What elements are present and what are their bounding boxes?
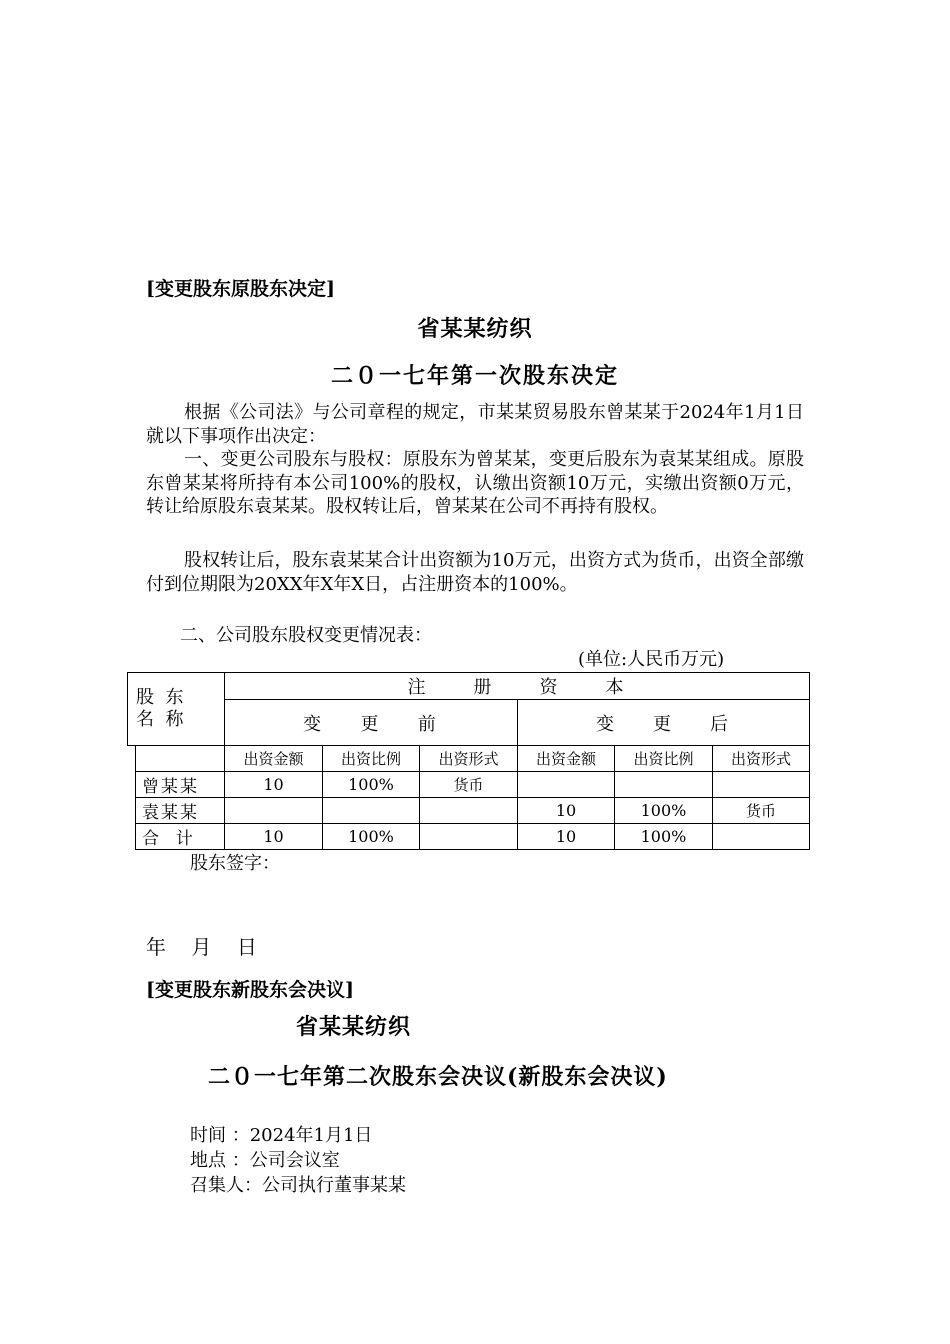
- unit-note: (单位:人民币万元): [578, 649, 725, 670]
- registered-capital-char-3: 资: [539, 677, 561, 698]
- row-cell: 100%: [323, 824, 420, 850]
- before-char-1: 变: [303, 713, 325, 735]
- after-change-header: [518, 700, 810, 746]
- equity-change-table: [127, 672, 810, 850]
- item1-paragraph: 一、变更公司股东与股权：原股东为曾某某，变更后股东为袁某某组成。原股东曾某某将所持有本公司100%的股权，认缴出资额10万元，实缴出资额0万元，转让给原股东袁某某。股权转让后，曾某某在公司不再持有股权。: [146, 449, 804, 517]
- row-cell: 100%: [615, 824, 713, 850]
- registered-capital-char-1: 注: [407, 677, 429, 698]
- row-name: 曾某某: [136, 772, 225, 798]
- subheader-ratio-before: 出资比例: [323, 746, 420, 772]
- shareholder-name-header-line2: 名 称: [136, 709, 184, 730]
- decision-title: 二０一七年第一次股东决定: [330, 363, 619, 389]
- before-change-header: [225, 700, 518, 746]
- row-cell: 100%: [615, 798, 713, 824]
- after-char-3: 后: [710, 713, 731, 735]
- row-cell: [225, 798, 323, 824]
- shareholder-name-header: [128, 673, 225, 746]
- row-cell: [323, 798, 420, 824]
- row-cell: [518, 772, 615, 798]
- subheader-form-after: 出资形式: [713, 746, 810, 772]
- intro-paragraph: 根据《公司法》与公司章程的规定，市某某贸易股东曾某某于2024年1月1日就以下事项作出决定：: [146, 402, 804, 447]
- row-name: 合 计: [136, 824, 225, 850]
- org-title-2: 省某某纺织: [296, 1014, 412, 1040]
- section-tag-original-shareholder: [变更股东原股东决定]: [146, 278, 335, 300]
- table-row: [128, 798, 810, 824]
- row-cell: 10: [518, 824, 615, 850]
- date-line: 年 月 日: [146, 935, 257, 959]
- registered-capital-char-2: 册: [473, 677, 495, 698]
- meeting-place: 地点 ：公司会议室: [190, 1150, 340, 1171]
- org-title-1: 省某某纺织: [417, 316, 533, 342]
- subheader-form-before: 出资形式: [420, 746, 518, 772]
- after-char-1: 变: [596, 713, 617, 735]
- section-tag-new-shareholder: [变更股东新股东会决议]: [146, 979, 354, 1001]
- row-cell: 10: [225, 772, 323, 798]
- table-row: [128, 824, 810, 850]
- resolution-title: 二０一七年第二次股东会决议(新股东会决议): [208, 1064, 668, 1090]
- row-cell: 货币: [420, 772, 518, 798]
- row-cell: 货币: [713, 798, 810, 824]
- subheader-ratio-after: 出资比例: [615, 746, 713, 772]
- after-char-2: 更: [653, 713, 674, 735]
- meeting-time: 时间 ：2024年1月1日: [190, 1125, 373, 1146]
- registered-capital-header: [225, 673, 810, 700]
- row-cell: [713, 824, 810, 850]
- meeting-convener: 召集人：公司执行董事某某: [190, 1175, 406, 1196]
- row-cell: [615, 772, 713, 798]
- item1-continuation-paragraph: 股权转让后，股东袁某某合计出资额为10万元，出资方式为货币，出资全部缴付到位期限为20XX年X年X日，占注册资本的100%。: [146, 550, 804, 595]
- subheader-amount-after: 出资金额: [518, 746, 615, 772]
- row-cell: 10: [518, 798, 615, 824]
- row-name: 袁某某: [136, 798, 225, 824]
- name-col-blank: [136, 746, 225, 772]
- shareholder-signature-label: 股东签字：: [190, 853, 280, 874]
- before-char-3: 前: [417, 713, 439, 735]
- row-cell: 100%: [323, 772, 420, 798]
- table-row: [128, 772, 810, 798]
- subheader-amount-before: 出资金额: [225, 746, 323, 772]
- row-cell: [713, 772, 810, 798]
- item2-heading: 二、公司股东股权变更情况表：: [180, 625, 432, 646]
- shareholder-name-header-line1: 股 东: [136, 687, 184, 708]
- row-cell: [420, 824, 518, 850]
- registered-capital-char-4: 本: [605, 677, 627, 698]
- row-cell: [420, 798, 518, 824]
- row-cell: 10: [225, 824, 323, 850]
- before-char-2: 更: [360, 713, 382, 735]
